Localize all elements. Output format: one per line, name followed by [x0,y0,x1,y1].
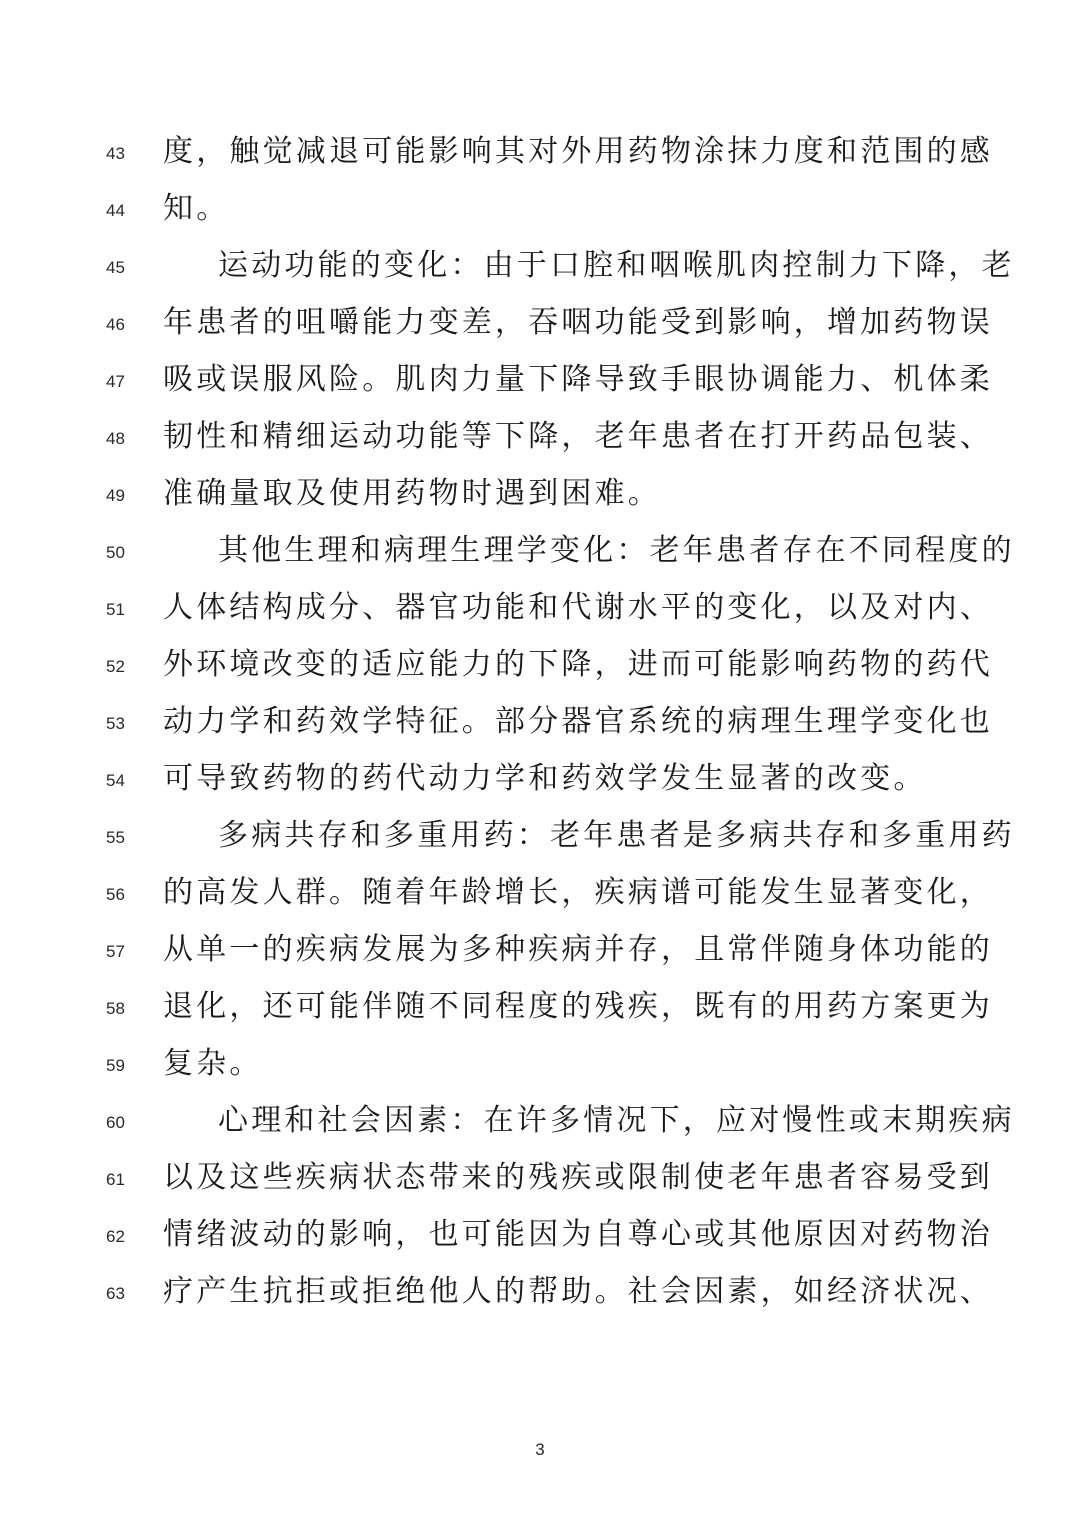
text-line [0,297,1080,354]
line-text: 以及这些疾病状态带来的残疾或限制使老年患者容易受到 [163,1160,993,1195]
text-line [0,354,1080,411]
text-line [0,183,1080,240]
text-line [0,1152,1080,1209]
text-line [0,1209,1080,1266]
text-line [0,696,1080,753]
page-number: 3 [535,1440,545,1459]
line-number: 60 [106,1113,125,1132]
text-line [0,582,1080,639]
text-line [0,240,1080,297]
line-number: 46 [106,315,125,334]
line-number: 62 [106,1227,125,1246]
line-text: 吸或误服风险。肌肉力量下降导致手眼协调能力、机体柔 [163,362,993,397]
line-number: 53 [106,714,125,733]
line-number: 59 [106,1056,125,1075]
line-text: 度，触觉减退可能影响其对外用药物涂抹力度和范围的感 [163,134,993,169]
line-text: 疗产生抗拒或拒绝他人的帮助。社会因素，如经济状况、 [163,1274,993,1309]
line-text: 人体结构成分、器官功能和代谢水平的变化，以及对内、 [163,590,993,625]
paragraph-first-line: 多病共存和多重用药：老年患者是多病共存和多重用药 [218,818,1015,853]
line-number: 61 [106,1170,125,1189]
text-line [0,753,1080,810]
line-text: 退化，还可能伴随不同程度的残疾，既有的用药方案更为 [163,989,993,1024]
text-line [0,126,1080,183]
line-number: 48 [106,429,125,448]
text-line [0,810,1080,867]
line-text: 准确量取及使用药物时遇到困难。 [163,476,661,511]
line-number: 44 [106,201,125,220]
paragraph-first-line: 其他生理和病理生理学变化：老年患者存在不同程度的 [218,533,1015,568]
line-number: 43 [106,144,125,163]
line-text: 可导致药物的药代动力学和药效学发生显著的改变。 [163,761,927,796]
text-line [0,411,1080,468]
line-text: 韧性和精细运动功能等下降，老年患者在打开药品包装、 [163,419,993,454]
paragraph-first-line: 运动功能的变化：由于口腔和咽喉肌肉控制力下降，老 [218,248,1015,283]
line-text: 知。 [163,191,230,226]
line-number: 55 [106,828,125,847]
line-number: 58 [106,999,125,1018]
line-number: 49 [106,486,125,505]
line-text: 动力学和药效学特征。部分器官系统的病理生理学变化也 [163,704,993,739]
text-line [0,981,1080,1038]
line-number: 57 [106,942,125,961]
line-number: 54 [106,771,125,790]
line-number: 50 [106,543,125,562]
line-text: 的高发人群。随着年龄增长，疾病谱可能发生显著变化， [163,875,993,910]
text-line [0,468,1080,525]
text-line [0,867,1080,924]
text-line [0,1095,1080,1152]
line-text: 年患者的咀嚼能力变差，吞咽功能受到影响，增加药物误 [163,305,993,340]
line-number: 51 [106,600,125,619]
paragraph-first-line: 心理和社会因素：在许多情况下，应对慢性或末期疾病 [218,1103,1015,1138]
line-text: 从单一的疾病发展为多种疾病并存，且常伴随身体功能的 [163,932,993,967]
text-line [0,924,1080,981]
line-text: 复杂。 [163,1046,263,1081]
line-number: 45 [106,258,125,277]
line-number: 56 [106,885,125,904]
text-line [0,639,1080,696]
text-line [0,525,1080,582]
line-text: 外环境改变的适应能力的下降，进而可能影响药物的药代 [163,647,993,682]
line-number: 63 [106,1284,125,1303]
line-number: 52 [106,657,125,676]
text-line [0,1266,1080,1323]
text-line [0,1038,1080,1095]
line-number: 47 [106,372,125,391]
line-text: 情绪波动的影响，也可能因为自尊心或其他原因对药物治 [163,1217,993,1252]
